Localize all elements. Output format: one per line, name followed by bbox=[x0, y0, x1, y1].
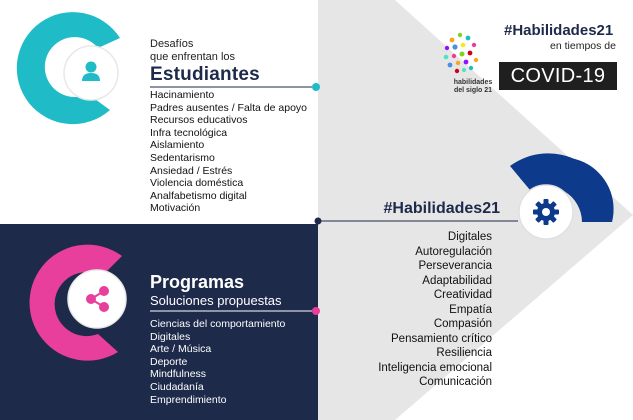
students-list bbox=[150, 89, 307, 215]
brand-hashtag: #Habilidades21 bbox=[504, 22, 614, 39]
logo-line2: del siglo 21 bbox=[453, 86, 493, 94]
habilidades-list bbox=[300, 230, 492, 390]
list-item: Resiliencia bbox=[436, 347, 492, 359]
students-title-line1: Desafíos bbox=[150, 38, 194, 50]
list-item: Comunicación bbox=[419, 376, 492, 388]
programs-icon-circle bbox=[68, 270, 126, 328]
list-item: Digitales bbox=[150, 330, 191, 343]
list-item: Empatía bbox=[449, 303, 492, 316]
logo-line1: habilidades bbox=[453, 79, 493, 86]
students-title-line2: que enfrentan los bbox=[150, 51, 236, 63]
center-dot bbox=[315, 218, 322, 225]
gear-icon bbox=[533, 199, 559, 225]
list-item: Deporte bbox=[150, 355, 188, 368]
list-item: Padres ausentes / Falta de apoyo bbox=[150, 101, 308, 114]
list-item: Infra tecnológica bbox=[150, 126, 228, 139]
list-item: Motivación bbox=[150, 202, 201, 215]
list-item: Recursos educativos bbox=[150, 114, 248, 127]
list-item: Inteligencia emocional bbox=[378, 361, 492, 374]
list-item: Analfabetismo digital bbox=[150, 189, 247, 202]
list-item: Autoregulación bbox=[415, 245, 492, 258]
list-item: Mindfulness bbox=[150, 368, 207, 381]
list-item: Compasión bbox=[433, 318, 492, 330]
list-item: Emprendimiento bbox=[150, 393, 227, 406]
programs-subtitle: Soluciones propuestas bbox=[150, 293, 282, 308]
programs-list bbox=[150, 318, 285, 406]
list-item: Adaptabilidad bbox=[422, 274, 492, 287]
list-item: Ansiedad / Estrés bbox=[150, 164, 233, 177]
list-item: Perseverancia bbox=[418, 260, 492, 272]
list-item: Violencia doméstica bbox=[150, 177, 244, 190]
list-item: Digitales bbox=[447, 231, 492, 243]
list-item: Creatividad bbox=[433, 289, 492, 301]
list-item: Aislamiento bbox=[150, 139, 205, 152]
list-item: Pensamiento crítico bbox=[391, 332, 492, 345]
covid-badge: COVID-19 bbox=[499, 62, 617, 90]
list-item: Arte / Música bbox=[150, 343, 212, 356]
logo-text bbox=[438, 79, 508, 94]
students-connector-dot bbox=[312, 83, 320, 91]
list-item: Ciudadanía bbox=[150, 380, 204, 393]
programs-title: Programas bbox=[150, 272, 245, 292]
habilidades-heading: #Habilidades21 bbox=[383, 200, 500, 217]
students-title-small bbox=[150, 38, 235, 64]
students-title: Estudiantes bbox=[150, 64, 260, 85]
list-item: Hacinamiento bbox=[150, 89, 215, 101]
list-item: Ciencias del comportamiento bbox=[150, 318, 286, 330]
list-item: Sedentarismo bbox=[150, 151, 215, 164]
brand-subtitle: en tiempos de bbox=[550, 40, 616, 52]
